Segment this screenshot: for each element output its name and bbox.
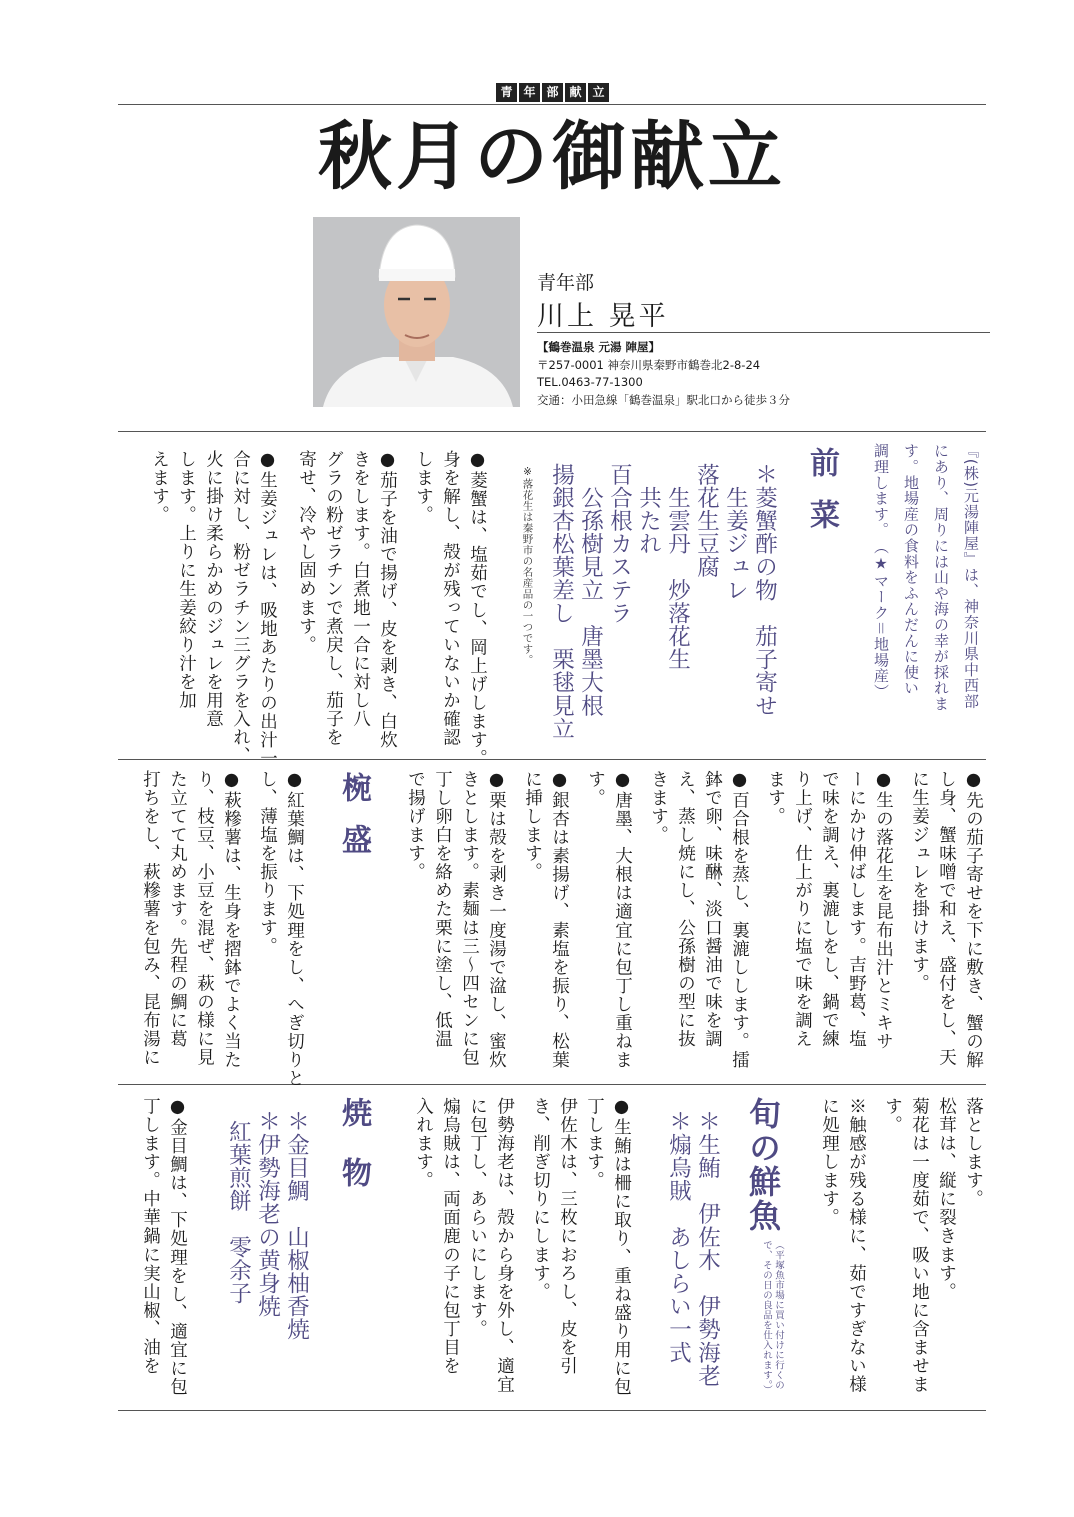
intro-line: す。地場産の食料をふんだんに使い: [902, 443, 920, 696]
middle-text: ます。: [765, 770, 786, 826]
shun-text: に包丁し、あらいにします。: [467, 1097, 488, 1339]
middle-text: きます。: [648, 770, 669, 845]
middle-text: え、蒸し焼にし、公孫樹の型に抜: [675, 770, 696, 1049]
page-title: 秋月の御献立: [318, 114, 786, 200]
middle-text: す。: [585, 770, 606, 808]
bottom-text: 落とします。: [963, 1097, 984, 1209]
middle-text: ーにかけ伸ばします。吉野葛、塩: [846, 770, 867, 1049]
yaki-dish: ＊金目鯛 山椒柚香焼: [283, 1110, 310, 1341]
middle-text: し身、蟹味噌で和え、盛付をし、天: [936, 770, 957, 1067]
zensai-dish: 共たれ: [635, 463, 662, 556]
wan-text: り、枝豆、小豆を混ぜ、萩の様に見: [194, 770, 215, 1067]
zensai-dish: ＊菱蟹酢の物 茄子寄せ: [751, 463, 778, 718]
zensai-text: 身を解し、殻が残っていないか確認: [440, 450, 461, 747]
zensai-dish: 生姜ジュレ: [722, 463, 749, 602]
wan-heading: 椀盛: [336, 772, 371, 876]
middle-text: に生姜ジュレを掛けます。: [909, 770, 930, 993]
profile-rule: [537, 332, 990, 333]
shun-dish: ＊煽烏賊 あしらい一式: [665, 1110, 692, 1365]
shun-text: き、削ぎ切りにします。: [530, 1097, 551, 1302]
zensai-dish: 生雲丹 炒落花生: [664, 463, 691, 671]
zensai-dish: 公孫樹見立 唐墨大根: [577, 463, 604, 718]
intro-line: にあり、周りには山や海の幸が採れま: [932, 443, 950, 712]
yaki-text: ●金目鯛は、下処理をし、適宜に包: [167, 1097, 188, 1397]
middle-text: きとします。素麺は三〜四センに包: [459, 770, 480, 1067]
zensai-text: 火に掛け柔らかめのジュレを用意: [203, 450, 224, 729]
yaki-heading: 焼物: [336, 1097, 371, 1217]
middle-text: で味を調え、裏漉しをし、鍋で練: [819, 770, 840, 1049]
rule-4: [118, 1410, 986, 1411]
shun-text: 伊勢海老は、殻から身を外し、適宜: [494, 1097, 515, 1394]
middle-text: 丁し卵白を絡めた栗に塗し、低温: [432, 770, 453, 1049]
shop-tel: TEL.0463-77-1300: [537, 375, 643, 389]
middle-text: に挿します。: [522, 770, 543, 882]
shun-text: 丁します。: [584, 1097, 605, 1190]
shun-heading: 旬の鮮魚: [744, 1097, 782, 1233]
shun-text: ●生鮪は柵に取り、重ね盛り用に包: [611, 1097, 632, 1397]
bottom-text: 松茸は、縦に裂きます。: [936, 1097, 957, 1302]
intro-line: 調理します。 （★マーク＝地場産）: [872, 443, 890, 700]
middle-text: り上げ、仕上がりに塩で味を調え: [792, 770, 813, 1049]
middle-text: ●唐墨、大根は適宜に包丁し重ねま: [612, 770, 633, 1070]
middle-text: ●栗は殻を剥き一度湯で湓し、蜜炊: [486, 770, 507, 1070]
zensai-text: ●菱蟹は、塩茹でし、岡上げします。: [467, 450, 488, 768]
chef-photo: [313, 217, 520, 407]
tag-char: 部: [542, 83, 563, 102]
chef-name: 川上 晃平: [537, 301, 669, 332]
rule-1: [118, 431, 986, 432]
rule-3: [118, 1084, 986, 1085]
yaki-text: 丁します。中華鍋に実山椒、油を: [140, 1097, 161, 1376]
wan-text: ●萩糝薯は、生身を摺鉢でよく当た: [221, 770, 242, 1070]
bottom-text: 菊花は一度茹で、吸い地に含ませま: [909, 1097, 930, 1394]
wan-text: し、薄塩を振ります。: [257, 770, 278, 956]
middle-text: 鉢で卵、味醂、淡口醤油で味を調: [702, 770, 723, 1049]
category-tag: [496, 83, 609, 102]
zensai-note: ※落花生は秦野市の名産品の一つです。: [521, 466, 534, 666]
shop-address: 〒257-0001 神奈川県秦野市鶴巻北2-8-24: [537, 357, 761, 372]
chef-portrait-image: [313, 217, 520, 407]
zensai-text: ●茄子を油で揚げ、皮を剥き、白炊: [377, 450, 398, 750]
shop-info: [537, 339, 790, 409]
zensai-text: きをします。白煮地一合に対し八: [350, 450, 371, 729]
shop-name: 【鶴巻温泉 元湯 陣屋】: [537, 340, 661, 354]
bottom-text: に処理します。: [819, 1097, 840, 1227]
yaki-dish: ＊伊勢海老の黄身焼: [254, 1110, 281, 1318]
bottom-text: す。: [882, 1097, 903, 1135]
wan-text: た立てて丸めます。先程の鯛に葛: [167, 770, 188, 1049]
zensai-dish: 揚銀杏松葉差し 栗毬見立: [548, 463, 575, 741]
shun-text: 伊佐木は、三枚におろし、皮を引: [557, 1097, 578, 1376]
zensai-text: グラの粉ゼラチンで煮戻し、茄子を: [323, 450, 344, 747]
tag-char: 献: [565, 83, 586, 102]
intro-line: 『(株)元湯陣屋』は、神奈川県中西部: [962, 443, 980, 710]
middle-text: ●百合根を蒸し、裏漉しします。擂: [729, 770, 750, 1070]
tag-char: 年: [519, 83, 540, 102]
zensai-heading: 前菜: [804, 447, 839, 551]
shun-text: 入れます。: [413, 1097, 434, 1190]
zensai-text: します。: [413, 450, 434, 525]
zensai-text: します。上りに生姜絞り汁を加: [176, 450, 197, 710]
tag-char: 青: [496, 83, 517, 102]
middle-text: ●生の落花生を昆布出汁とミキサ: [873, 770, 894, 1051]
dept-label: 青年部: [537, 272, 595, 294]
zensai-text: 合に対し、粉ゼラチン三グラを入れ、: [230, 450, 251, 766]
wan-text: ●紅葉鯛は、下処理をし、へぎ切りと: [284, 770, 305, 1088]
shop-access: 交通：小田急線「鶴巻温泉」駅北口から徒歩３分: [537, 392, 790, 407]
bottom-text: ※触感が残る様に、茹ですぎない様: [846, 1097, 867, 1394]
wan-text: 打ちをし、萩糝薯を包み、昆布湯に: [140, 770, 161, 1067]
zensai-dish: 落花生豆腐: [693, 463, 720, 579]
zensai-text: えます。: [149, 450, 170, 525]
middle-text: で揚げます。: [405, 770, 426, 882]
middle-text: ●先の茄子寄せを下に敷き、蟹の解: [963, 770, 984, 1070]
shun-dish: ＊生鮪 伊佐木 伊勢海老: [694, 1110, 721, 1388]
shun-text: 煽烏賊は、両面鹿の子に包丁目を: [440, 1097, 461, 1376]
tag-char: 立: [588, 83, 609, 102]
zensai-text: ●生姜ジュレは、吸地あたりの出汁一: [257, 450, 278, 768]
zensai-dish: 百合根カステラ: [606, 463, 633, 625]
zensai-text: 寄せ、冷やし固めます。: [296, 450, 317, 655]
shun-subnote: （平塚魚市場に買い付けに行くので、その日の良品を仕入れます。）: [761, 1240, 784, 1396]
yaki-dish: 紅葉煎餅 零余子: [225, 1120, 252, 1305]
top-rule: [118, 104, 986, 105]
middle-text: ●銀杏は素揚げ、素塩を振り、松葉: [549, 770, 570, 1070]
